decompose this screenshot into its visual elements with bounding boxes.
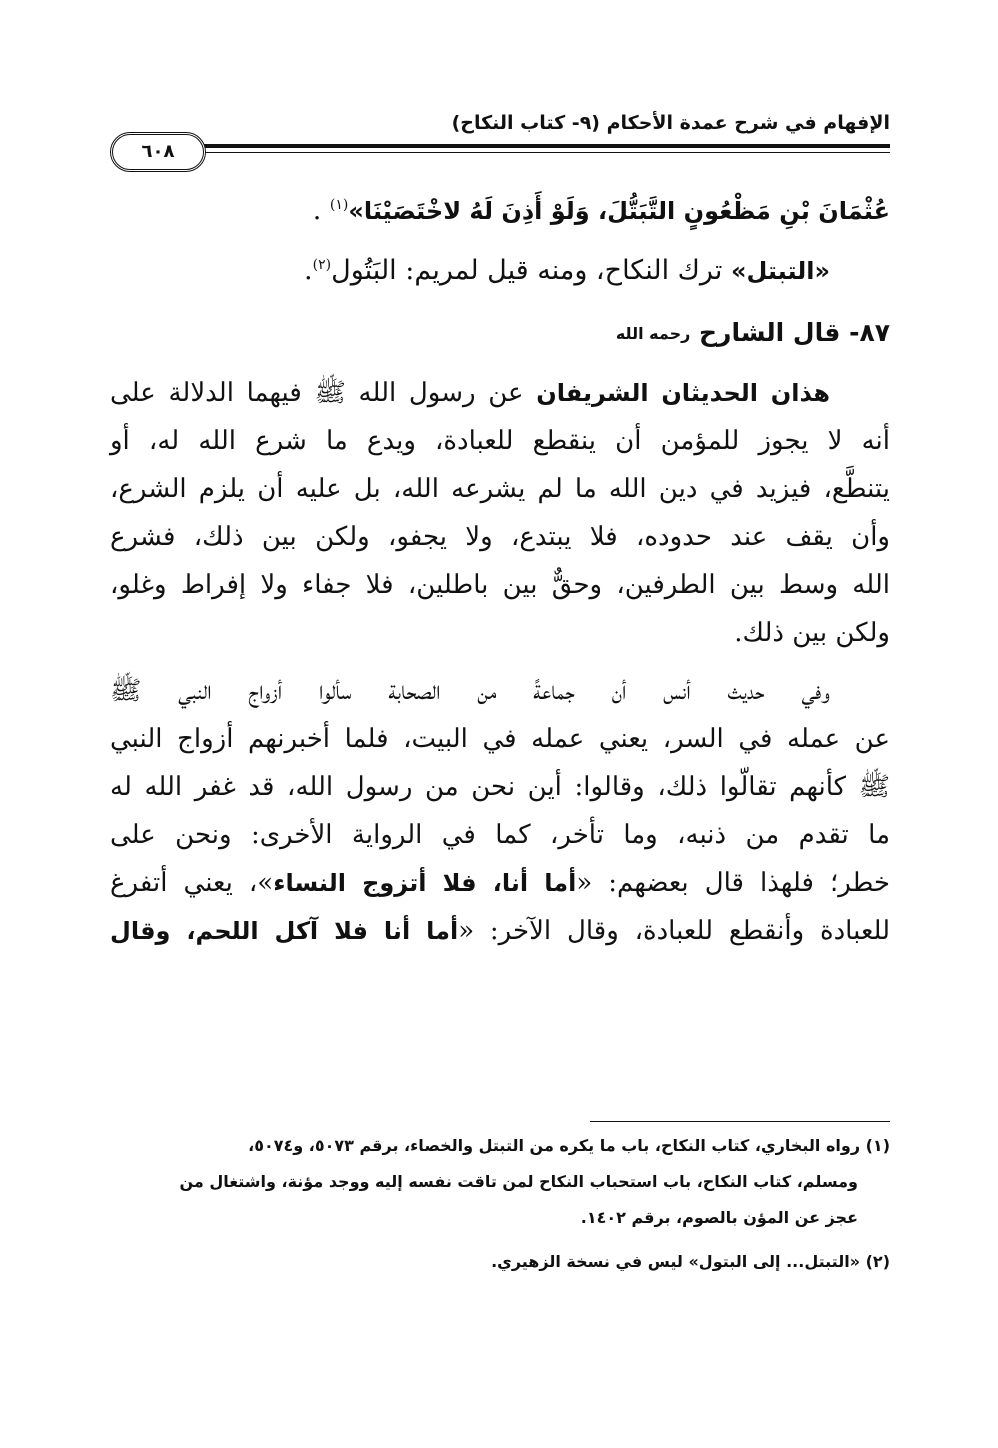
line-text: للعبادة وأنقطع للعبادة، وقال الآخر: « — [458, 916, 891, 946]
honorific-glyph: رحمه الله — [615, 324, 691, 343]
commentary-paragraph-2 — [110, 667, 890, 955]
footnote-ref-2: (٢) — [312, 257, 332, 273]
line-text: خطر؛ فلهذا قال بعضهم: « — [576, 868, 890, 898]
footnotes — [110, 1128, 890, 1280]
footnote-1-line-1: (١) رواه البخاري، كتاب النكاح، باب ما يكره من التبتل والخصاء، برقم ٥٠٧٣، و٥٠٧٤، — [248, 1136, 890, 1155]
page-body — [110, 178, 890, 955]
footnote-1-line-3: عجز عن المؤن بالصوم، برقم ١٤٠٢. — [580, 1208, 858, 1227]
bold-quote: أما أنا فلا آكل اللحم، وقال — [110, 917, 459, 945]
paragraph-line: أنه لا يجوز للمؤمن أن ينقطع للعبادة، ويدع ما شرع الله له، أو — [110, 426, 890, 456]
running-title: الإفهام في شرح عمدة الأحكام (٩- كتاب النكاح) — [451, 112, 890, 134]
line-text: عن رسول الله ﷺ فيهما الدلالة على — [110, 378, 537, 408]
paragraph-line: ﷺ كأنهم تقالّوا ذلك، وقالوا: أين نحن من رسول الله، قد غفر الله له — [110, 772, 890, 802]
footnote-separator — [590, 1121, 890, 1122]
footnote-1-line-2: ومسلم، كتاب النكاح، باب استحباب النكاح لمن تاقت نفسه إليه ووجد مؤنة، واشتغال من — [179, 1172, 858, 1191]
section-heading-text: ٨٧- قال الشارح — [699, 318, 890, 347]
paragraph-line: وأن يقف عند حدوده، فلا يبتدع، ولا يجفو، ولكن بين ذلك، فشرع — [110, 522, 890, 552]
header-rule-thick — [190, 144, 890, 148]
paragraph-line: الله وسط بين الطرفين، وحقٌّ بين باطلين، فلا جفاء ولا إفراط وغلو، — [110, 570, 890, 600]
paragraph-line — [110, 859, 890, 907]
hadith-text: عُثْمَانَ بْنِ مَظْعُونٍ التَّبَتُّلَ، وَلَوْ أَذِنَ لَهُ لاخْتَصَيْنَا» — [348, 197, 890, 225]
paragraph-line: عن عمله في السر، يعني عمله في البيت، فلما أخبرنهم أزواج النبي — [110, 724, 890, 754]
paragraph-line: ما تقدم من ذنبه، وما تأخر، كما في الرواية الأخرى: ونحن على — [110, 820, 890, 850]
paragraph-line — [110, 369, 890, 417]
header-rule-thin — [190, 152, 890, 153]
hadith-line — [110, 178, 890, 238]
tabattul-line — [110, 238, 890, 298]
page-header — [110, 110, 890, 180]
section-heading — [110, 308, 890, 359]
hadith-end: . — [312, 195, 322, 226]
commentary-paragraph-1 — [110, 369, 890, 657]
paragraph-line — [110, 907, 890, 955]
bold-phrase: هذان الحديثان الشريفان — [536, 379, 830, 407]
tabattul-end: . — [304, 255, 313, 286]
line-text: »، يعني أتفرغ — [110, 868, 274, 898]
footnote-ref-1: (١) — [329, 197, 349, 213]
page-number: ٦٠٨ — [110, 132, 206, 172]
tabattul-term: «التبتل» — [730, 257, 830, 285]
paragraph-line: ولكن بين ذلك. — [734, 618, 890, 648]
paragraph-line: وفي حديث أنس أن جماعةً من الصحابة سألوا أزواج النبي ﷺ — [110, 676, 830, 706]
paragraph-line: يتنطَّع، فيزيد في دين الله ما لم يشرعه الله، بل عليه أن يلزم الشرع، — [110, 474, 890, 504]
tabattul-definition: ترك النكاح، ومنه قيل لمريم: البَتُول — [331, 255, 723, 286]
footnote-2: (٢) «التبتل... إلى البتول» ليس في نسخة الزهيري. — [491, 1252, 890, 1271]
bold-quote: أما أنا، فلا أتزوج النساء — [273, 869, 577, 897]
